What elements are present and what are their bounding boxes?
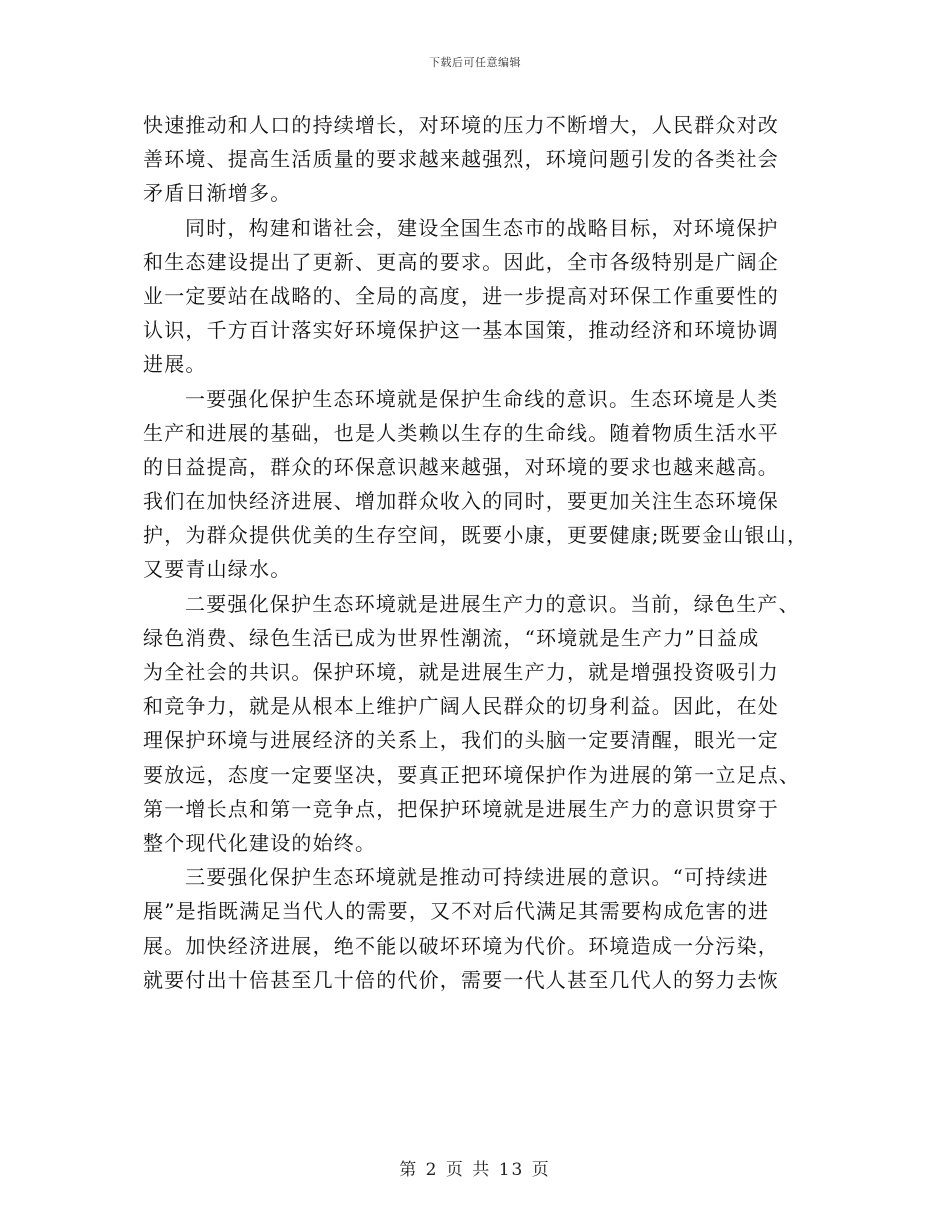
text-line: 理保护环境与进展经济的关系上，我们的头脑一定要清醒，眼光一定 (143, 728, 779, 753)
text-line: 和竞争力，就是从根本上维护广阔人民群众的切身利益。因此，在处 (143, 694, 779, 719)
text-line: 我们在加快经济进展、增加群众收入的同时，要更加关注生态环境保 (143, 489, 779, 514)
text-line: 要放远，态度一定要坚决，要真正把环境保护作为进展的第一立足点、 (143, 762, 801, 787)
text-line: 矛盾日渐增多。 (143, 181, 292, 206)
text-line: 同时，构建和谐社会，建设全国生态市的战略目标，对环境保护 (185, 215, 779, 240)
text-line: 进展。 (143, 352, 207, 377)
text-line: 业一定要站在战略的、全局的高度，进一步提高对环保工作重要性的 (143, 283, 779, 308)
text-line: 和生态建设提出了更新、更高的要求。因此，全市各级特别是广阔企 (143, 249, 779, 274)
text-line: 快速推动和人口的持续增长，对环境的压力不断增大，人民群众对改 (143, 113, 779, 137)
text-line: 第一增长点和第一竞争点，把保护环境就是进展生产力的意识贯穿于 (143, 796, 779, 821)
paragraph (143, 382, 813, 587)
text-line: 就要付出十倍甚至几十倍的代价，需要一代人甚至几代人的努力去恢 (143, 967, 779, 992)
text-line: 展”是指既满足当代人的需要，又不对后代满足其需要构成危害的进 (143, 899, 770, 924)
paragraph (143, 211, 813, 382)
text-line: 护，为群众提供优美的生存空间，既要小康，更要健康;既要金山银山， (143, 523, 809, 548)
text-line: 认识，千方百计落实好环境保护这一基本国策，推动经济和环境协调 (143, 318, 779, 343)
paragraph (143, 108, 813, 211)
text-line: 的日益提高，群众的环保意识越来越强，对环境的要求也越来越高。 (143, 454, 779, 479)
paragraph (143, 587, 813, 861)
document-body (143, 108, 813, 997)
page-number-footer: 第 2 页 共 13 页 (399, 1160, 551, 1180)
text-line: 整个现代化建设的始终。 (143, 830, 377, 855)
text-line: 绿色消费、绿色生活已成为世界性潮流，“环境就是生产力”日益成 (143, 625, 760, 650)
text-line: 又要青山绿水。 (143, 557, 292, 582)
text-line: 展。加快经济进展，绝不能以破坏环境为代价。环境造成一分污染， (143, 933, 779, 958)
text-line: 生产和进展的基础，也是人类赖以生存的生命线。随着物质生活水平 (143, 420, 779, 445)
text-line: 为全社会的共识。保护环境，就是进展生产力，就是增强投资吸引力 (143, 660, 779, 684)
text-line: 二要强化保护生态环境就是进展生产力的意识。当前，绿色生产、 (185, 591, 800, 616)
header-note: 下载后可任意编辑 (429, 56, 521, 69)
text-line: 一要强化保护生态环境就是保护生命线的意识。生态环境是人类 (185, 386, 779, 411)
paragraph (143, 860, 813, 997)
text-line: 善环境、提高生活质量的要求越来越强烈，环境问题引发的各类社会 (143, 147, 779, 172)
text-line: 三要强化保护生态环境就是推动可持续进展的意识。“可持续进 (185, 865, 769, 890)
